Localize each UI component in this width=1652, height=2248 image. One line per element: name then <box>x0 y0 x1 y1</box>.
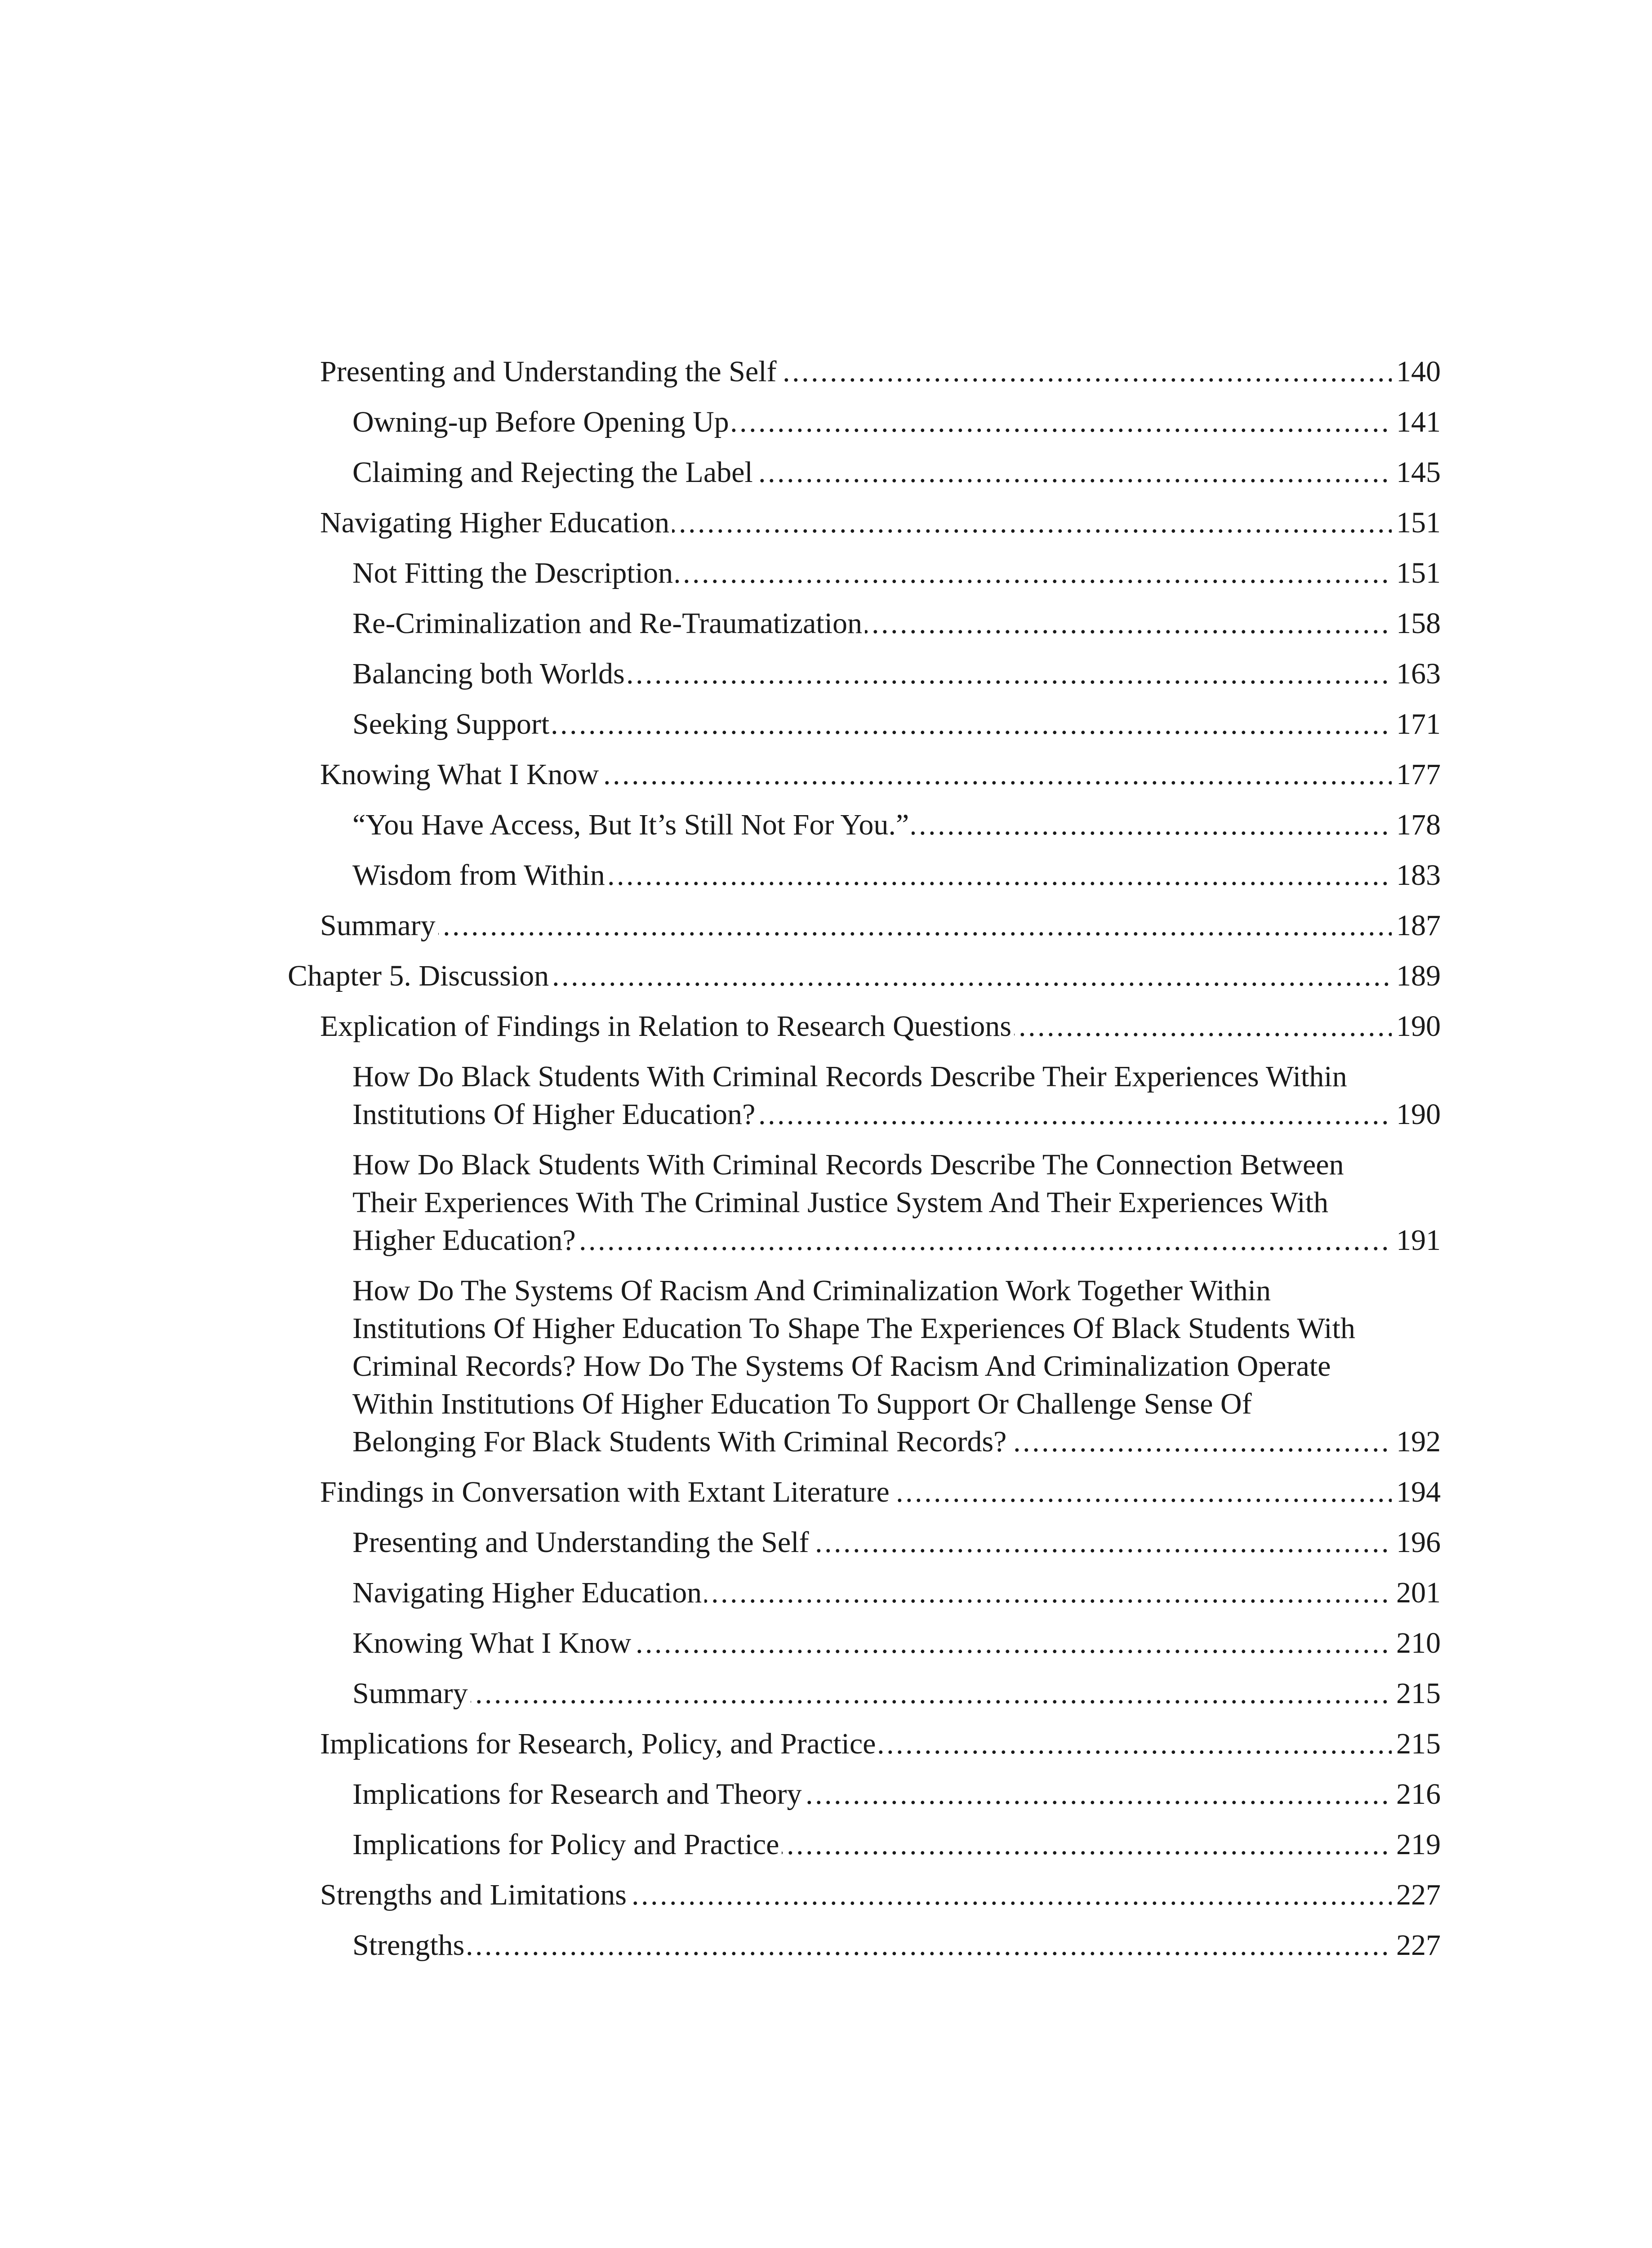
toc-entry-title-text: Institutions Of Higher Education? <box>352 1098 758 1131</box>
toc-entry <box>352 1675 1441 1713</box>
toc-entry-title <box>352 1096 1441 1133</box>
toc-entry <box>352 605 1441 642</box>
toc-entry-title <box>288 957 1441 995</box>
toc-entry-title-text: Belonging For Black Students With Criminal Records? <box>352 1425 1009 1458</box>
toc-entry-title-line: Their Experiences With The Criminal Justice System And Their Experiences With <box>352 1186 1328 1219</box>
toc-entry-page-number: 140 <box>1392 353 1441 391</box>
toc-entry-title <box>320 1876 1441 1914</box>
toc-entry-title-text: Explication of Findings in Relation to Research Questions <box>320 1010 1014 1043</box>
toc-entry-title <box>352 1675 1441 1713</box>
toc-entry-page-number: 183 <box>1392 856 1441 894</box>
toc-entry-title-text: Owning-up Before Opening Up <box>352 406 732 438</box>
toc-entry-page-number: 190 <box>1392 1008 1441 1045</box>
toc-entry-title-text: Re-Criminalization and Re-Traumatization <box>352 607 865 640</box>
toc-entry-page-number: 194 <box>1392 1473 1441 1511</box>
toc-entry-page-number: 227 <box>1392 1927 1441 1964</box>
toc-entry <box>352 1927 1441 1964</box>
toc-entry-title-text: Implications for Policy and Practice <box>352 1828 782 1861</box>
toc-entry-title-text: Seeking Support <box>352 708 552 740</box>
toc-entry-page-number: 192 <box>1392 1423 1441 1461</box>
toc-entry <box>352 655 1441 693</box>
toc-entry-page-number: 151 <box>1392 504 1441 542</box>
toc-entry-title-text: Strengths and Limitations <box>320 1878 629 1911</box>
toc-entry-page-number: 196 <box>1392 1524 1441 1561</box>
toc-entry-title <box>352 1775 1441 1813</box>
toc-entry-title-line: Criminal Records? How Do The Systems Of Racism And Criminalization Operate <box>352 1350 1331 1383</box>
toc-entry-page-number: 158 <box>1392 605 1441 642</box>
toc-entry <box>320 1876 1441 1914</box>
toc-entry <box>320 504 1441 542</box>
toc-entry-page-number: 145 <box>1392 454 1441 491</box>
toc-entry-title <box>352 1624 1441 1662</box>
toc-entry-title <box>352 856 1441 894</box>
toc-entry <box>320 353 1441 391</box>
toc-entry-page-number: 219 <box>1392 1826 1441 1864</box>
toc-entry-title <box>352 1222 1441 1259</box>
toc-entry-title-text: Navigating Higher Education <box>352 1576 704 1609</box>
toc-entry-page-number: 141 <box>1392 403 1441 441</box>
toc-entry-title <box>352 1574 1441 1612</box>
toc-entry-title-text: Balancing both Worlds <box>352 657 628 690</box>
toc-entry-title <box>320 1008 1441 1045</box>
toc-entry-page-number: 171 <box>1392 705 1441 743</box>
toc-entry <box>352 1146 1441 1259</box>
toc-entry-title-text: Not Fitting the Description <box>352 557 676 589</box>
toc-entry <box>320 1473 1441 1511</box>
toc-entry-title-text: Higher Education? <box>352 1224 579 1257</box>
toc-entry-title-text: Knowing What I Know <box>352 1627 634 1659</box>
toc-entry-title <box>352 1927 1441 1964</box>
toc-entry-page-number: 190 <box>1392 1096 1441 1133</box>
toc-entry <box>352 454 1441 491</box>
toc-entry-title-text: Knowing What I Know <box>320 758 601 791</box>
toc-entry-title-line: Within Institutions Of Higher Education To Support Or Challenge Sense Of <box>352 1387 1252 1420</box>
toc-entry-title <box>352 454 1441 491</box>
toc-entry-title-text: Implications for Research, Policy, and Practice <box>320 1727 878 1760</box>
toc-entry-page-number: 151 <box>1392 554 1441 592</box>
toc-entry <box>352 1574 1441 1612</box>
toc-entry-page-number: 227 <box>1392 1876 1441 1914</box>
toc-entry-title-line: How Do Black Students With Criminal Records Describe Their Experiences Within <box>352 1060 1347 1093</box>
toc-entry-title <box>352 655 1441 693</box>
toc-entry-title <box>352 1826 1441 1864</box>
toc-entry-title <box>352 1524 1441 1561</box>
toc-entry-page-number: 187 <box>1392 907 1441 945</box>
toc-entry-title-line: How Do The Systems Of Racism And Criminalization Work Together Within <box>352 1274 1271 1307</box>
toc-entry <box>320 907 1441 945</box>
toc-entry-title-text: Chapter 5. Discussion <box>288 959 552 992</box>
toc-entry <box>352 1624 1441 1662</box>
toc-entry <box>320 756 1441 794</box>
toc-entry <box>352 1524 1441 1561</box>
toc-entry-page-number: 177 <box>1392 756 1441 794</box>
toc-entry-title-line: How Do Black Students With Criminal Records Describe The Connection Between <box>352 1148 1344 1181</box>
toc-entry-page-number: 201 <box>1392 1574 1441 1612</box>
toc-entry-title-text: Summary <box>320 909 438 942</box>
toc-entry-page-number: 178 <box>1392 806 1441 844</box>
table-of-contents <box>288 353 1441 1977</box>
toc-entry <box>352 1826 1441 1864</box>
toc-entry-title <box>320 1473 1441 1511</box>
toc-entry-page-number: 163 <box>1392 655 1441 693</box>
toc-entry-title <box>352 1423 1441 1461</box>
toc-entry-title <box>320 907 1441 945</box>
toc-entry-title-text: Wisdom from Within <box>352 859 608 892</box>
toc-entry <box>352 403 1441 441</box>
toc-entry <box>352 1058 1441 1133</box>
toc-entry-title-text: Presenting and Understanding the Self <box>320 355 779 388</box>
toc-entry <box>352 705 1441 743</box>
toc-entry-title <box>320 1725 1441 1763</box>
toc-entry <box>352 554 1441 592</box>
toc-entry <box>320 1725 1441 1763</box>
toc-entry <box>352 1775 1441 1813</box>
toc-entry-title <box>320 353 1441 391</box>
toc-entry-page-number: 215 <box>1392 1725 1441 1763</box>
toc-entry-title <box>320 756 1441 794</box>
toc-entry-page-number: 215 <box>1392 1675 1441 1713</box>
toc-entry-page-number: 210 <box>1392 1624 1441 1662</box>
toc-entry-title-line: Institutions Of Higher Education To Shape The Experiences Of Black Students With <box>352 1312 1355 1345</box>
toc-entry <box>352 806 1441 844</box>
toc-entry-title <box>352 403 1441 441</box>
toc-entry-title-text: Claiming and Rejecting the Label <box>352 456 756 489</box>
toc-entry <box>288 957 1441 995</box>
toc-entry-page-number: 216 <box>1392 1775 1441 1813</box>
toc-entry-page-number: 189 <box>1392 957 1441 995</box>
toc-entry <box>352 856 1441 894</box>
toc-entry-title-text: Presenting and Understanding the Self <box>352 1526 811 1559</box>
toc-entry <box>320 1008 1441 1045</box>
toc-entry-title <box>352 806 1441 844</box>
toc-entry-page-number: 191 <box>1392 1222 1441 1259</box>
toc-entry-title <box>352 605 1441 642</box>
toc-entry-title-text: “You Have Access, But It’s Still Not For You.” <box>352 808 912 841</box>
toc-entry-title-text: Implications for Research and Theory <box>352 1778 804 1811</box>
toc-entry <box>352 1272 1441 1461</box>
toc-entry-title-text: Strengths <box>352 1929 467 1962</box>
toc-entry-title <box>352 554 1441 592</box>
toc-entry-title-text: Navigating Higher Education <box>320 506 672 539</box>
toc-entry-title-text: Findings in Conversation with Extant Literature <box>320 1476 892 1508</box>
toc-entry-title-text: Summary <box>352 1677 471 1710</box>
toc-entry-title <box>320 504 1441 542</box>
toc-entry-title <box>352 705 1441 743</box>
